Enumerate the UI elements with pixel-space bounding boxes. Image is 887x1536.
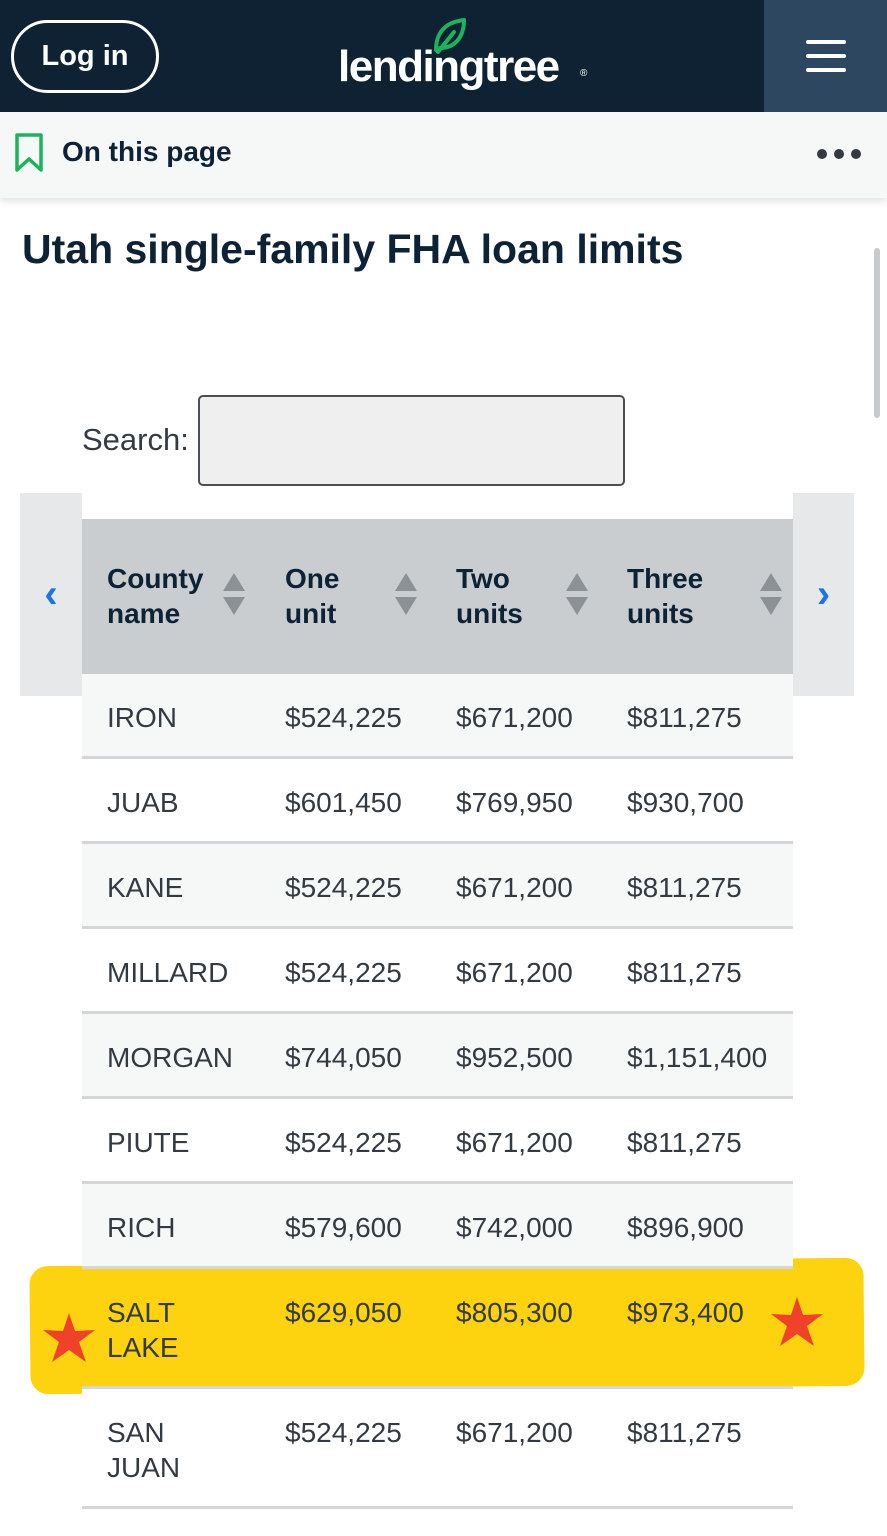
one-unit-cell: $744,050	[285, 1042, 402, 1073]
one-unit-cell: $524,225	[285, 872, 402, 903]
column-header-county-name[interactable]: County name	[107, 563, 204, 629]
county-cell: PIUTE	[107, 1127, 190, 1158]
on-this-page-label: On this page	[62, 136, 232, 167]
column-header-three-units[interactable]: Three units	[627, 563, 704, 629]
chevron-right-icon: ›	[816, 572, 831, 616]
bookmark-icon	[14, 132, 44, 174]
chevron-left-icon: ‹	[44, 572, 58, 616]
sort-arrows-icon[interactable]	[760, 573, 782, 619]
table-row	[82, 1184, 793, 1269]
sort-arrows-icon[interactable]	[223, 573, 245, 619]
table-scroll-left-button[interactable]	[20, 493, 82, 696]
table-row	[82, 844, 793, 929]
login-button[interactable]: Log in	[11, 20, 159, 93]
table-header-row	[82, 519, 793, 674]
three-units-cell: $896,900	[627, 1212, 744, 1243]
one-unit-cell: $579,600	[285, 1212, 402, 1243]
two-units-cell: $742,000	[456, 1212, 573, 1243]
star-icon	[768, 1294, 826, 1352]
page-scrollbar[interactable]	[874, 248, 880, 418]
table-row	[82, 759, 793, 844]
table-scroll-right-button[interactable]	[793, 493, 854, 696]
page-title: Utah single-family FHA loan limits	[22, 226, 684, 272]
hamburger-icon	[806, 40, 846, 72]
county-cell: RICH	[107, 1212, 176, 1243]
table-row	[82, 1389, 793, 1509]
county-cell: KANE	[107, 872, 184, 903]
more-options-icon[interactable]	[817, 149, 861, 159]
column-header-one-unit[interactable]: One unit	[285, 563, 340, 629]
county-cell: MORGAN	[107, 1042, 233, 1073]
one-unit-cell: $629,050	[285, 1297, 402, 1328]
search-input[interactable]	[198, 395, 625, 486]
one-unit-cell: $524,225	[285, 1417, 402, 1448]
three-units-cell: $811,275	[627, 1127, 742, 1158]
on-this-page-bar[interactable]	[0, 112, 887, 198]
county-cell: MILLARD	[107, 957, 229, 988]
sort-arrows-icon[interactable]	[566, 573, 588, 619]
two-units-cell: $671,200	[456, 1127, 573, 1158]
county-cell: SAN JUAN	[107, 1417, 181, 1483]
three-units-cell: $811,275	[627, 872, 742, 903]
logo-wordmark: lendingtree	[338, 42, 559, 91]
county-cell: SALT LAKE	[107, 1297, 179, 1363]
one-unit-cell: $524,225	[285, 702, 402, 733]
table-row	[82, 1099, 793, 1184]
two-units-cell: $769,950	[456, 787, 573, 818]
one-unit-cell: $601,450	[285, 787, 402, 818]
two-units-cell: $671,200	[456, 872, 573, 903]
three-units-cell: $930,700	[627, 787, 744, 818]
two-units-cell: $952,500	[456, 1042, 573, 1073]
star-icon	[40, 1310, 98, 1368]
one-unit-cell: $524,225	[285, 957, 402, 988]
two-units-cell: $671,200	[456, 957, 573, 988]
three-units-cell: $811,275	[627, 1417, 742, 1448]
one-unit-cell: $524,225	[285, 1127, 402, 1158]
table-row	[82, 1014, 793, 1099]
column-header-two-units[interactable]: Two units	[456, 563, 523, 629]
three-units-cell: $1,151,400	[627, 1042, 768, 1073]
county-cell: JUAB	[107, 787, 179, 818]
table-row-highlighted	[82, 1269, 793, 1389]
registered-mark: ®	[580, 68, 588, 79]
sort-arrows-icon[interactable]	[395, 573, 417, 619]
table-row	[82, 929, 793, 1014]
search-label: Search:	[82, 422, 189, 457]
three-units-cell: $811,275	[627, 957, 742, 988]
loan-limits-table	[82, 519, 793, 1509]
top-header	[0, 0, 887, 112]
two-units-cell: $805,300	[456, 1297, 573, 1328]
county-cell: IRON	[107, 702, 177, 733]
two-units-cell: $671,200	[456, 1417, 573, 1448]
two-units-cell: $671,200	[456, 702, 573, 733]
table-row	[82, 674, 793, 759]
three-units-cell: $973,400	[627, 1297, 744, 1328]
hamburger-menu-button[interactable]	[764, 0, 887, 112]
three-units-cell: $811,275	[627, 702, 742, 733]
lendingtree-logo[interactable]	[338, 18, 590, 98]
